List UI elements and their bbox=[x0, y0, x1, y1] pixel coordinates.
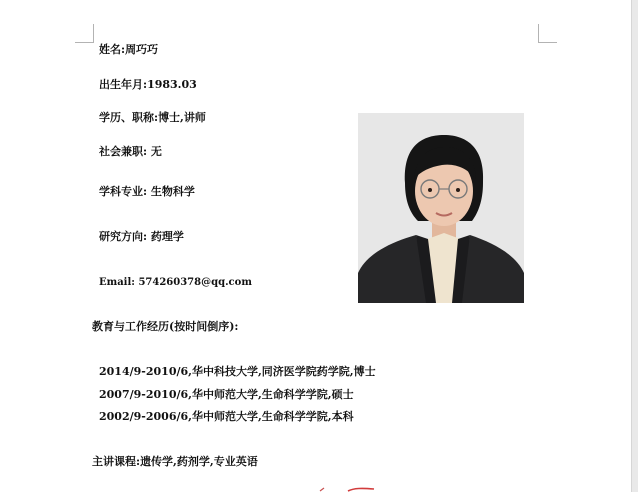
margin-corner-top-left bbox=[75, 24, 94, 43]
social-label: 社会兼职: bbox=[99, 145, 148, 158]
degree-line bbox=[99, 111, 206, 125]
birth-line bbox=[99, 78, 197, 92]
email-value: 574260378@qq.com bbox=[138, 277, 252, 288]
research-line bbox=[99, 230, 184, 244]
page-side-edge bbox=[631, 0, 638, 492]
major-line bbox=[99, 185, 195, 199]
research-value: 药理学 bbox=[150, 230, 184, 243]
social-value: 无 bbox=[150, 145, 162, 158]
name-label: 姓名: bbox=[99, 43, 126, 56]
major-label: 学科专业: bbox=[99, 185, 148, 198]
signature-fragment bbox=[318, 487, 378, 492]
courses-line bbox=[92, 455, 258, 469]
name-value: 周巧巧 bbox=[125, 43, 159, 56]
email-label: Email: bbox=[99, 277, 135, 288]
portrait-photo bbox=[358, 113, 524, 303]
education-item: 2007/9-2010/6,华中师范大学,生命科学学院,硕士 bbox=[99, 388, 354, 401]
margin-corner-top-right bbox=[538, 24, 557, 43]
birth-label: 出生年月: bbox=[99, 78, 148, 91]
name-line bbox=[99, 43, 158, 57]
research-label: 研究方向: bbox=[99, 230, 148, 243]
birth-value: 1983.03 bbox=[147, 78, 197, 91]
education-item: 2002/9-2006/6,华中师范大学,生命科学学院,本科 bbox=[99, 410, 354, 423]
degree-value: 博士,讲师 bbox=[158, 111, 206, 124]
portrait-image bbox=[358, 113, 524, 303]
social-line bbox=[99, 145, 162, 159]
email-line bbox=[99, 276, 252, 290]
courses-value: 遗传学,药剂学,专业英语 bbox=[140, 455, 258, 468]
courses-label: 主讲课程: bbox=[92, 455, 141, 468]
education-item: 2014/9-2010/6,华中科技大学,同济医学院药学院,博士 bbox=[99, 365, 376, 378]
degree-label: 学历、职称: bbox=[99, 111, 159, 124]
major-value: 生物科学 bbox=[150, 185, 195, 198]
education-heading: 教育与工作经历(按时间倒序): bbox=[92, 320, 239, 333]
